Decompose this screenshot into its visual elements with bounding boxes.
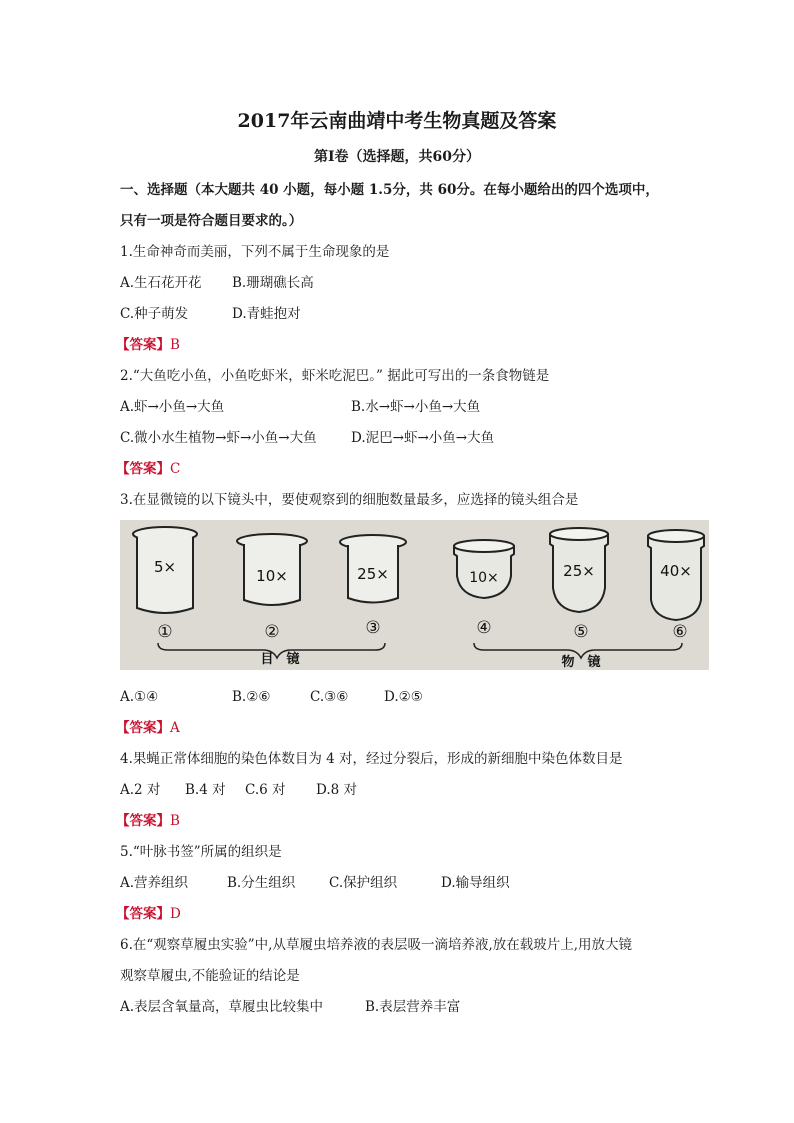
answer-letter: B <box>170 337 180 353</box>
question-4-option-c: C.6 对 <box>245 782 286 798</box>
question-3-answer <box>116 719 180 737</box>
question-4-answer <box>116 812 180 830</box>
lens-number-2: ② <box>264 622 280 642</box>
question-1-option-d: D.青蛙抱对 <box>232 306 301 322</box>
lens-number-3: ③ <box>365 618 381 638</box>
question-6-option-b: B.表层营养丰富 <box>365 999 461 1015</box>
objective-1-icon <box>454 540 514 598</box>
page-subtitle: 第Ⅰ卷（选择题，共60分） <box>313 149 481 165</box>
answer-label: 【答案】 <box>116 720 170 736</box>
objective-2-label: 25× <box>563 562 595 580</box>
eyepiece-1-label: 5× <box>153 558 177 576</box>
question-5-option-c: C.保护组织 <box>329 875 398 891</box>
lens-number-6: ⑥ <box>672 622 688 642</box>
answer-label: 【答案】 <box>116 906 170 922</box>
question-2-option-d: D.泥巴→虾→小鱼→大鱼 <box>351 430 495 446</box>
question-1-stem: 1.生命神奇而美丽，下列不属于生命现象的是 <box>120 244 390 260</box>
question-2-answer <box>116 460 180 478</box>
question-6-stem-line2: 观察草履虫,不能验证的结论是 <box>120 968 300 984</box>
answer-letter: A <box>170 720 180 736</box>
question-6-stem-line1: 6.在“观察草履虫实验”中,从草履虫培养液的表层吸一滴培养液,放在载玻片上,用放大镜 <box>120 937 633 953</box>
question-3-option-c: C.③⑥ <box>310 689 349 705</box>
question-2-option-c: C.微小水生植物→虾→小鱼→大鱼 <box>120 430 317 446</box>
section-header-line1: 一、选择题（本大题共 40 小题，每小题 1.5分，共 60分。在每小题给出的四个选项中， <box>120 182 659 198</box>
question-4-stem: 4.果蝇正常体细胞的染色体数目为 4 对，经过分裂后，形成的新细胞中染色体数目是 <box>120 751 623 767</box>
lens-number-1: ① <box>157 622 173 642</box>
answer-label: 【答案】 <box>116 461 170 477</box>
question-2-option-a: A.虾→小鱼→大鱼 <box>120 399 225 415</box>
microscope-lens-figure <box>120 520 709 670</box>
objective-1-label: 10× <box>469 570 499 586</box>
question-1-option-c: C.种子萌发 <box>120 306 189 322</box>
section-header-line2: 只有一项是符合题目要求的。） <box>120 213 303 229</box>
page-title: 2017年云南曲靖中考生物真题及答案 <box>237 110 557 132</box>
question-1-answer <box>116 336 180 354</box>
question-3-option-d: D.②⑤ <box>384 689 423 705</box>
objective-3-label: 40× <box>660 562 692 580</box>
question-5-stem: 5.“叶脉书签”所属的组织是 <box>120 844 282 860</box>
question-5-option-a: A.营养组织 <box>120 875 189 891</box>
answer-label: 【答案】 <box>116 813 170 829</box>
question-4-option-b: B.4 对 <box>185 782 226 798</box>
question-3-option-a: A.①④ <box>120 689 159 705</box>
eyepiece-2-label: 10× <box>256 567 288 585</box>
question-4-option-a: A.2 对 <box>120 782 161 798</box>
answer-letter: D <box>170 906 181 922</box>
eyepiece-group-label: 目 镜 <box>260 652 300 667</box>
question-4-option-d: D.8 对 <box>316 782 358 798</box>
objective-group-label: 物 镜 <box>561 655 601 670</box>
question-3-stem: 3.在显微镜的以下镜头中，要使观察到的细胞数量最多，应选择的镜头组合是 <box>120 492 579 508</box>
question-1-option-b: B.珊瑚礁长高 <box>232 275 314 291</box>
lens-number-5: ⑤ <box>573 622 589 642</box>
question-5-answer <box>116 905 181 923</box>
question-6-option-a: A.表层含氧量高，草履虫比较集中 <box>120 999 324 1015</box>
question-5-option-b: B.分生组织 <box>227 875 296 891</box>
answer-letter: B <box>170 813 180 829</box>
eyepiece-3-label: 25× <box>357 565 389 583</box>
answer-letter: C <box>170 461 181 477</box>
question-2-option-b: B.水→虾→小鱼→大鱼 <box>351 399 481 415</box>
question-2-stem: 2.“大鱼吃小鱼，小鱼吃虾米，虾米吃泥巴。” 据此可写出的一条食物链是 <box>120 368 550 384</box>
lens-number-4: ④ <box>476 618 492 638</box>
question-1-option-a: A.生石花开花 <box>120 275 202 291</box>
question-5-option-d: D.输导组织 <box>441 875 510 891</box>
question-3-option-b: B.②⑥ <box>232 689 271 705</box>
answer-label: 【答案】 <box>116 337 170 353</box>
